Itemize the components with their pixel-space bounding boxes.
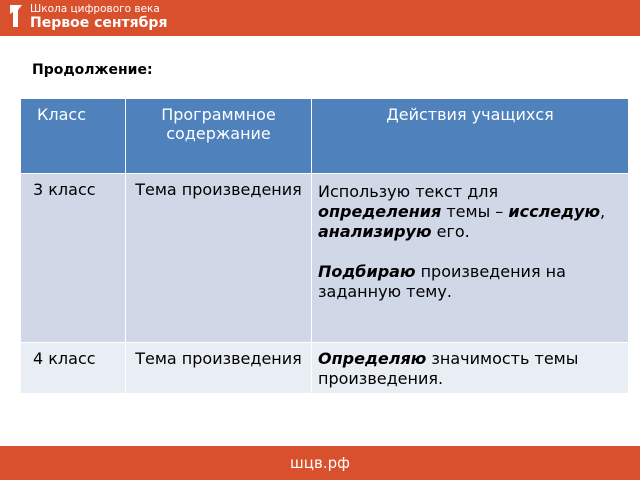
grade-label: 3 класс <box>33 180 96 199</box>
column-header-label: Класс <box>37 105 86 124</box>
actions-text <box>312 174 628 302</box>
actions-keyword: Определяю <box>318 349 427 368</box>
header-bar <box>0 0 640 36</box>
column-header-label: Действия учащихся <box>386 105 554 124</box>
actions-keyword: исследую <box>508 202 601 221</box>
actions-text-part: темы – <box>446 202 504 221</box>
actions-keyword: анализирую <box>318 222 432 241</box>
table-row <box>21 174 629 343</box>
table-row <box>21 343 629 394</box>
actions-text-part: Использую текст для <box>318 182 499 201</box>
actions-keyword: определения <box>318 202 442 221</box>
actions-cell <box>312 343 629 394</box>
page-subtitle: Продолжение: <box>32 62 153 78</box>
school-logo-icon <box>8 3 24 29</box>
content-cell <box>126 343 312 394</box>
logo-subtitle: Первое сентября <box>30 15 168 31</box>
column-header-grade <box>21 99 126 174</box>
grade-cell <box>21 343 126 394</box>
actions-text <box>312 343 628 389</box>
paragraph-gap <box>318 242 620 262</box>
table-header-row <box>21 99 629 174</box>
actions-text-part: , <box>600 202 606 221</box>
column-header-label: Программное содержание <box>161 105 276 143</box>
actions-text-part: произведения на заданную тему. <box>318 262 566 301</box>
actions-cell <box>312 174 629 343</box>
footer-url: шцв.рф <box>290 454 350 472</box>
actions-keyword: Подбираю <box>318 262 416 281</box>
content-label: Тема произведения <box>135 349 302 368</box>
column-header-content <box>126 99 312 174</box>
grade-label: 4 класс <box>33 349 96 368</box>
curriculum-table <box>20 98 629 394</box>
actions-text-part: его. <box>436 222 470 241</box>
logo-title: Школа цифрового века <box>30 3 160 15</box>
content-label: Тема произведения <box>135 180 302 199</box>
actions-text-part: значимость темы произведения. <box>318 349 579 388</box>
grade-cell <box>21 174 126 343</box>
content-cell <box>126 174 312 343</box>
column-header-actions <box>312 99 629 174</box>
footer-bar <box>0 446 640 480</box>
